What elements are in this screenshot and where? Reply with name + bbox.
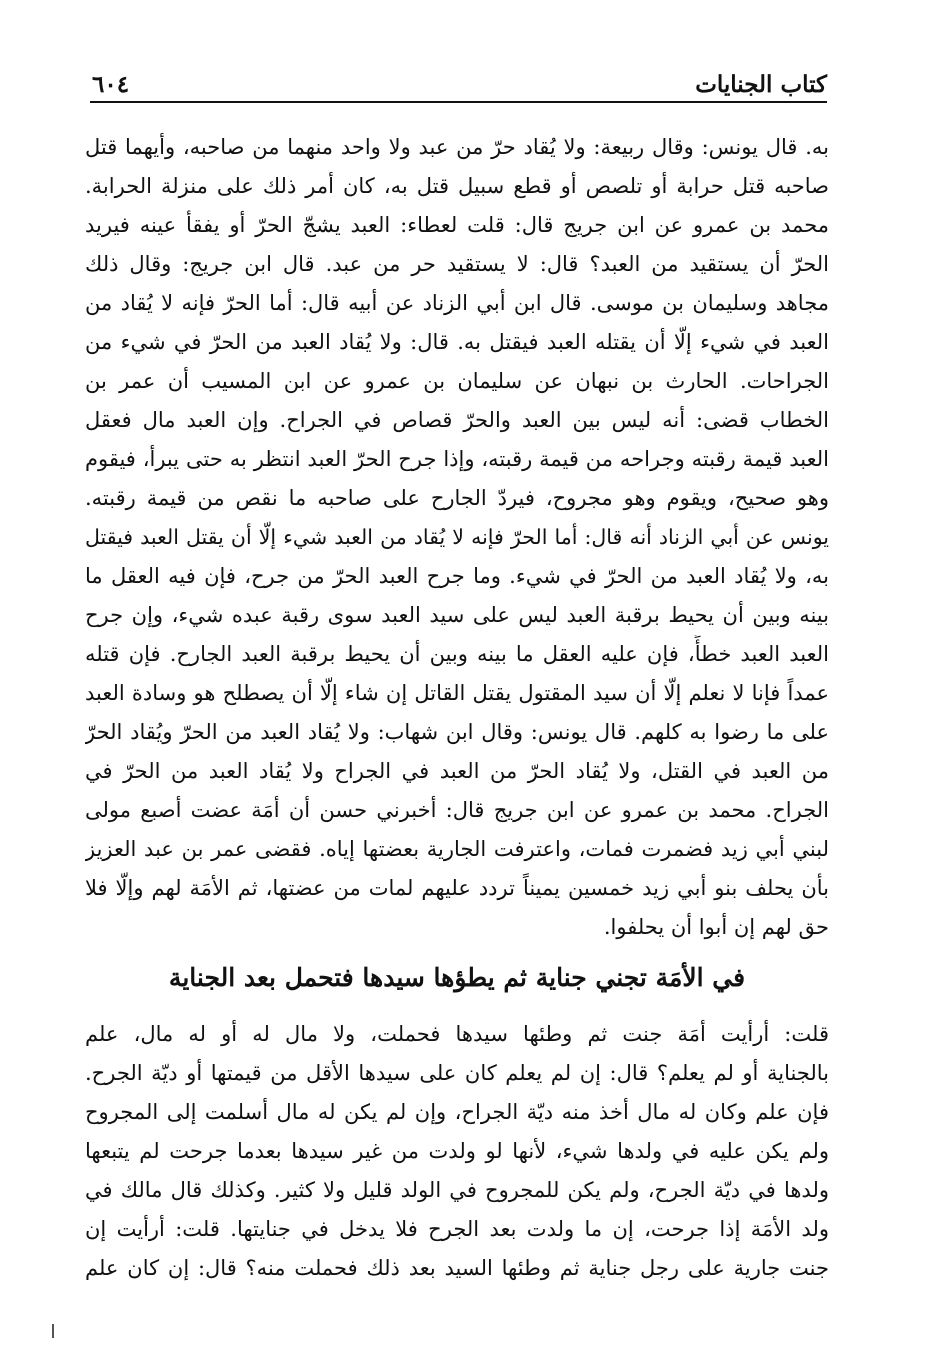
text-line: الجراحات. الحارث بن نبهان عن سليمان بن عمرو عن ابن المسيب أن عمر بن [85,369,829,393]
text-line: على ما رضوا به كلهم. قال يونس: وقال ابن شهاب: ولا يُقاد العبد من الحرّ ويُقاد الحرّ [85,720,829,744]
header-rule [90,101,827,103]
text-line: جنت جارية على رجل جناية ثم وطئها السيد بعد ذلك فحملت منه؟ قال: إن كان علم [85,1256,829,1280]
text-line: العبد العبد خطأً، فإن عليه العقل ما بينه وبين أن يحيط برقبة العبد الجارح. فإن قتله [85,642,829,666]
text-line: لبني أبي زيد فضمرت فمات، واعترفت الجارية بعضتها إياه. فقضى عمر بن عبد العزيز [85,837,829,861]
text-line: عمداً فإنا لا نعلم إلّا أن سيد المقتول يقتل القاتل إن شاء إلّا أن يصطلح هو وسادة العبد [85,681,829,705]
page-number: ٦٠٤ [92,71,130,98]
running-header [92,62,827,98]
text-line: الجراح. محمد بن عمرو عن ابن جريج قال: أخبرني حسن أن أمَة عضت أصبع مولى [85,798,829,822]
text-line: ولدها في ديّة الجرح، ولم يكن للمجروح في الولد قليل ولا كثير. وكذلك قال مالك في [85,1178,829,1202]
text-line: يونس عن أبي الزناد أنه قال: أما الحرّ فإنه لا يُقاد من العبد شيء إلّا أن يقتل العبد فيقتل [85,525,829,549]
section-heading: في الأمَة تجني جناية ثم يطؤها سيدها فتحمل بعد الجناية [168,963,746,992]
text-line: مجاهد وسليمان بن موسى. قال ابن أبي الزناد عن أبيه قال: أما الحرّ فإنه لا يُقاد من [85,291,829,315]
text-line: الخطاب قضى: أنه ليس بين العبد والحرّ قصاص في الجراح. وإن العبد مال فعقل [85,408,829,432]
text-line: بالجناية أو لم يعلم؟ قال: إن لم يعلم كان على سيدها الأقل من قيمتها أو ديّة الجرح. [85,1061,829,1085]
text-line: الحرّ أن يستقيد من العبد؟ قال: لا يستقيد حر من عبد. قال ابن جريج: وقال ذلك [85,252,829,276]
scan-margin-mark [52,1324,54,1338]
text-line: بأن يحلف بنو أبي زيد خمسين يميناً تردد عليهم لمات من عضتها، ثم الأمَة لهم وإلّا فلا [85,876,829,900]
text-line: محمد بن عمرو عن ابن جريج قال: قلت لعطاء: العبد يشجّ الحرّ أو يفقأ عينه فيريد [85,213,829,237]
main-text-block [85,128,829,947]
section-text-block [85,1015,829,1288]
text-line: ولد الأمَة إذا جرحت، إن ما ولدت بعد الجرح فلا يدخل في جنايتها. قلت: أرأيت إن [85,1217,829,1241]
book-title: كتاب الجنايات [695,71,827,98]
text-line: بينه وبين أن يحيط برقبة العبد ليس على سيد العبد سوى رقبة عبده شيء، وإن جرح [85,603,829,627]
text-line: وهو صحيح، ويقوم وهو مجروح، فيردّ الجارح على صاحبه ما نقص من قيمة رقبته. [85,486,829,510]
text-line: صاحبه قتل حرابة أو تلصص أو قطع سبيل قتل به، كان أمر ذلك على منزلة الحرابة. [85,174,829,198]
text-line: العبد قيمة رقبته وجراحه من قيمة رقبته، وإذا جرح الحرّ العبد انتظر به حتى يبرأ، فيقوم [85,447,829,471]
text-line: ولم يكن عليه في ولدها شيء، لأنها لو ولدت من غير سيدها بعدما جرحت لم يتبعها [85,1139,829,1163]
text-line-last: حق لهم إن أبوا أن يحلفوا. [603,915,829,939]
text-line: به. قال يونس: وقال ربيعة: ولا يُقاد حرّ من عبد ولا واحد منهما من صاحبه، وأيهما قتل [85,135,829,159]
text-line: قلت: أرأيت أمَة جنت ثم وطئها سيدها فحملت، ولا مال له أو له مال، علم [85,1022,829,1046]
text-line: العبد في شيء إلّا أن يقتله العبد فيقتل به. قال: ولا يُقاد العبد من الحرّ في شيء من [85,330,829,354]
text-line: به، ولا يُقاد العبد من الحرّ في شيء. وما جرح العبد الحرّ من جرح، فإن فيه العقل ما [85,564,829,588]
text-line: من العبد في القتل، ولا يُقاد الحرّ من العبد في الجراح ولا يُقاد العبد من الحرّ في [85,759,829,783]
text-line: فإن علم وكان له مال أخذ منه ديّة الجراح، وإن لم يكن له مال أسلمت إلى المجروح [85,1100,829,1124]
